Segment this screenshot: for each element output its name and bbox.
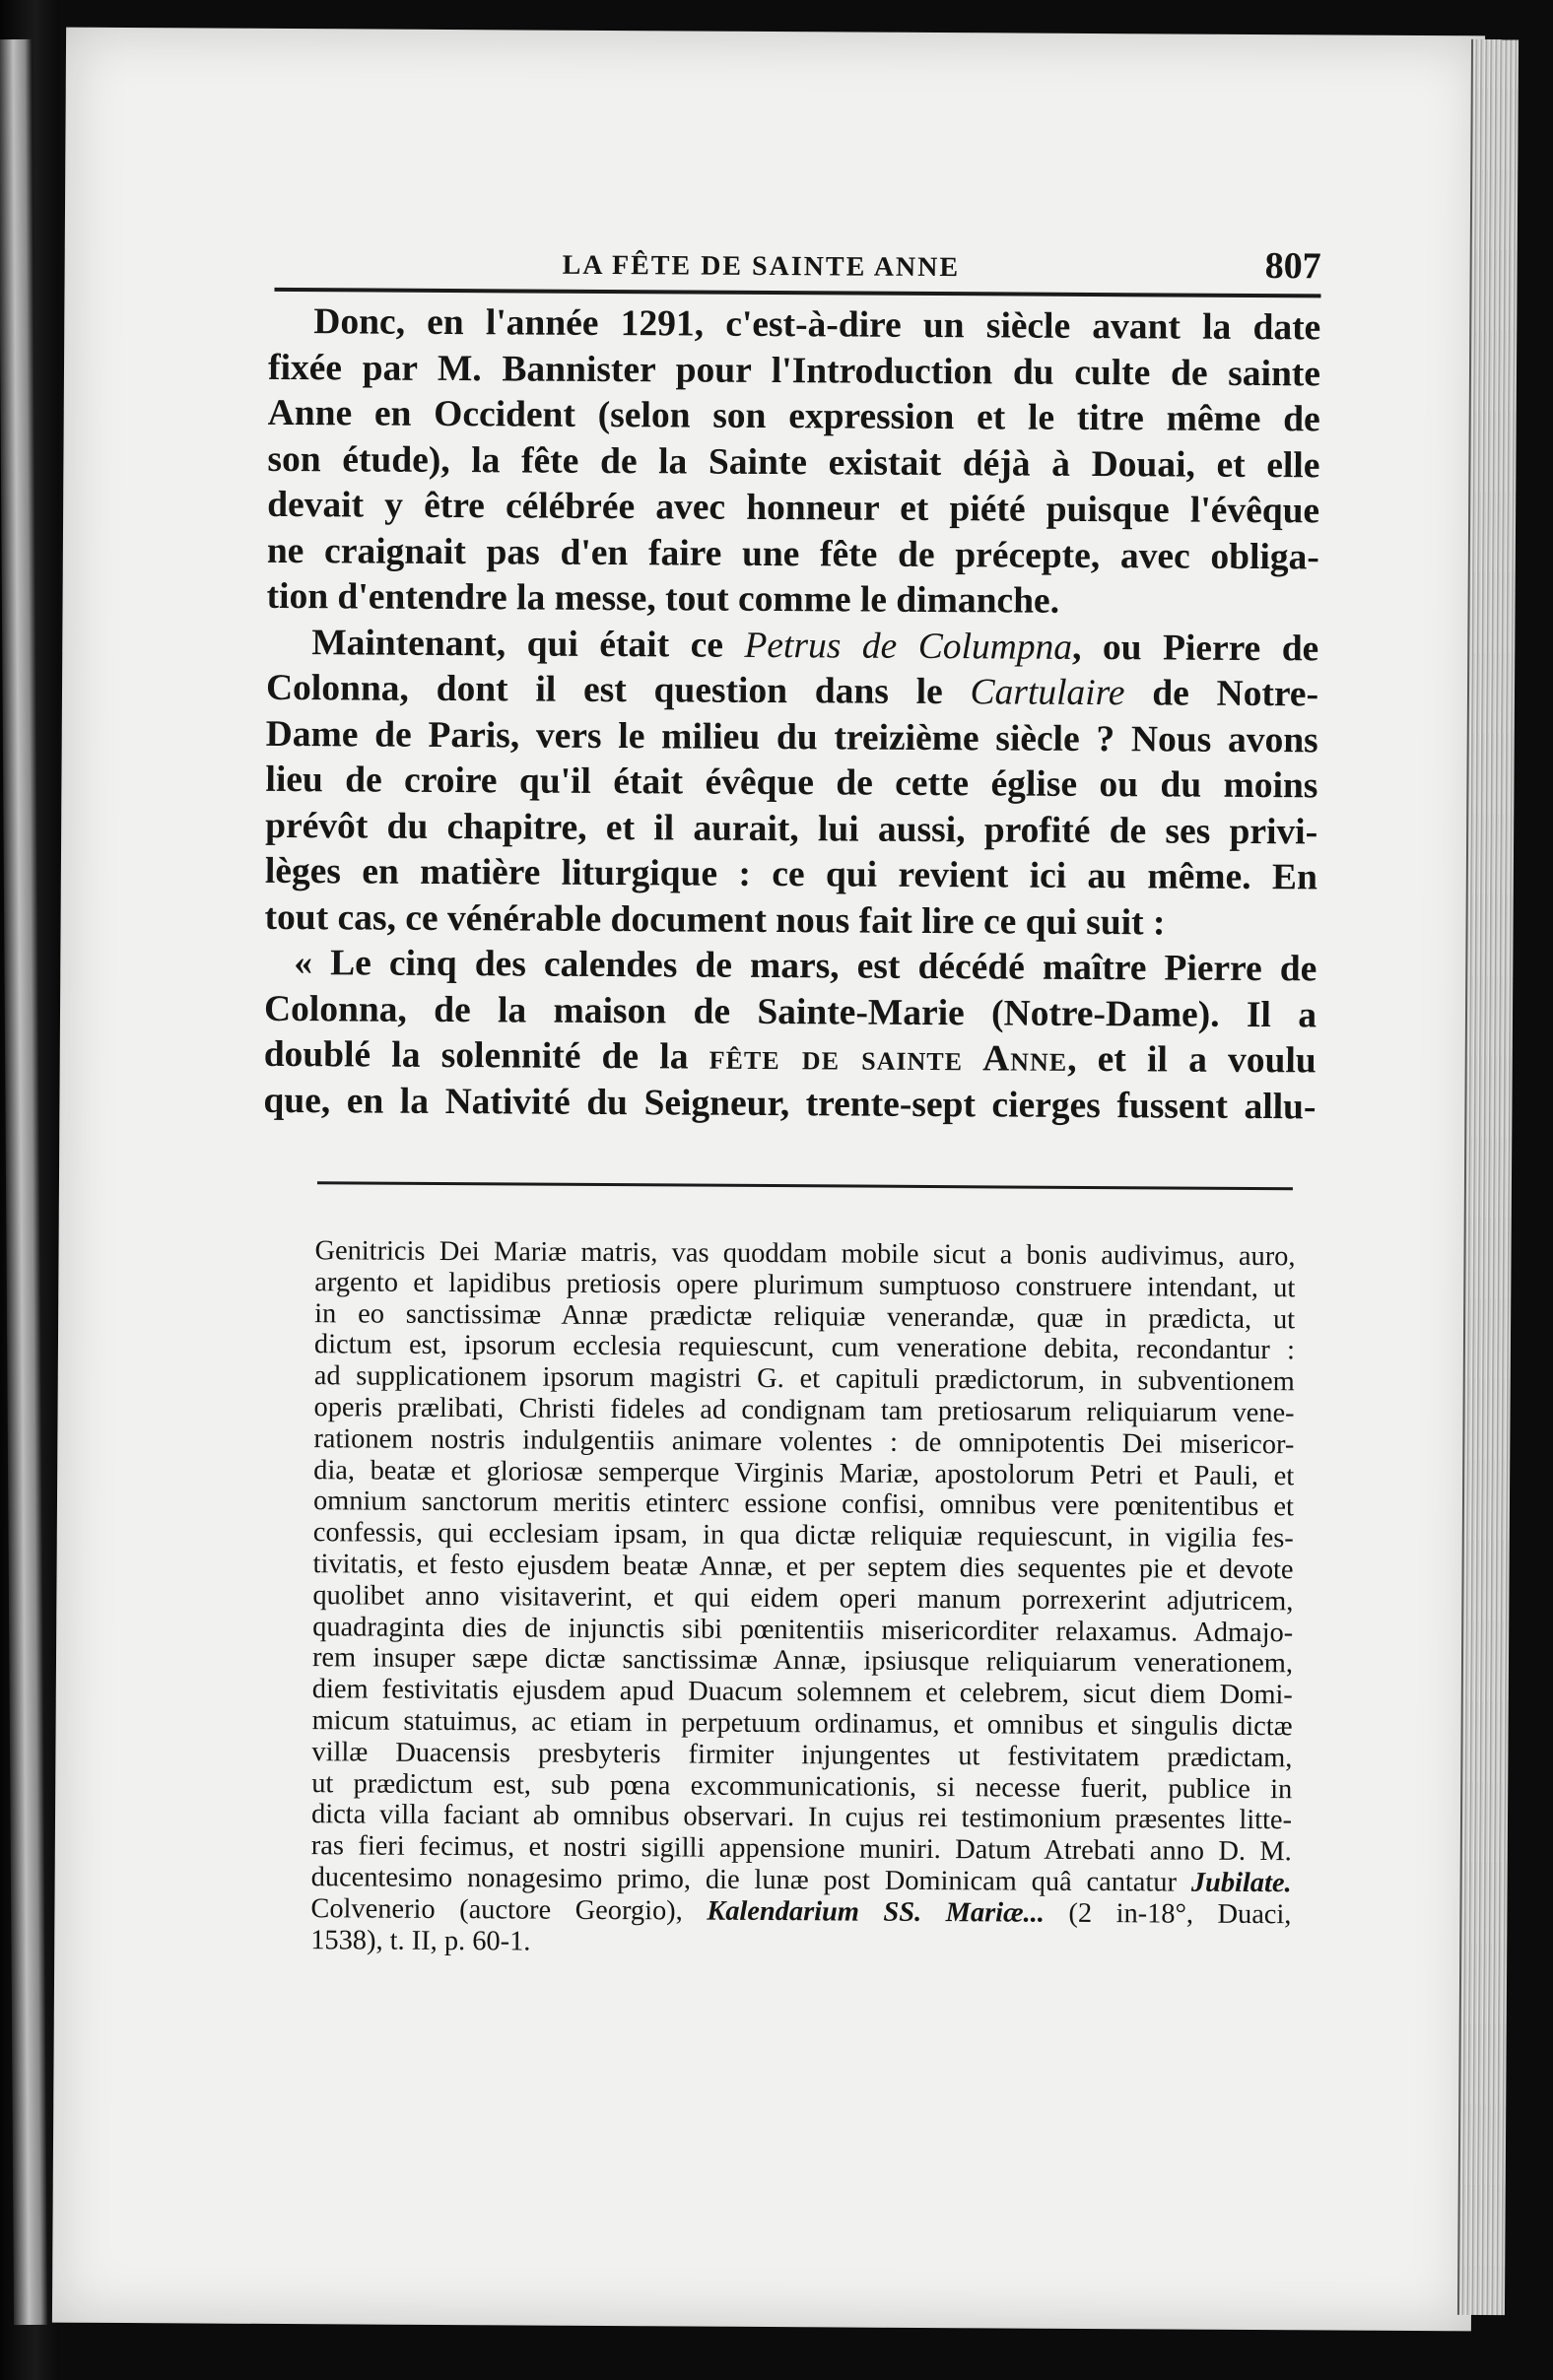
- text-line: ne craignait pas d'en faire une fête de précepte, avec obliga-: [266, 530, 1319, 577]
- text-line: Anne en Occident (selon son expression et le titre même de: [267, 392, 1320, 440]
- footnote-line: quadraginta dies de injunctis sibi pœnitentiis misericorditer relaxamus. Admajo-: [312, 1611, 1294, 1648]
- footnote-line: villæ Duacensis presbyteris firmiter injungentes ut festivitatem prædictam,: [311, 1736, 1293, 1774]
- text-line: [266, 666, 1318, 718]
- italic-title: Kalendarium SS. Mariæ...: [707, 1895, 1045, 1929]
- page-number: 807: [1264, 245, 1321, 288]
- footnote-line: Genitricis Dei Mariæ matris, vas quoddam mobile sicut a bonis audivimus, auro,: [314, 1235, 1296, 1273]
- italic-title: Jubilate.: [1190, 1867, 1292, 1899]
- footnote-line: ut prædictum est, sub pœna excommunicationis, si necesse fuerit, publice in: [311, 1767, 1293, 1805]
- text-line: devait y être célébrée avec honneur et piété puisque l'évêque: [267, 484, 1320, 532]
- text-line: son étude), la fête de la Sainte existait déjà à Douai, et elle: [267, 438, 1320, 486]
- footnote-line: operis prælibati, Christi fideles ad condignam tam pretiosarum reliquiarum vene-: [313, 1392, 1295, 1429]
- footnote-line: argento et lapidibus pretiosis opere plurimum sumptuoso construere intendant, ut: [314, 1266, 1296, 1304]
- paragraph-2: [264, 620, 1318, 947]
- text-run: ducentesimo nonagesimo primo, die lunæ post Dominicam quâ cantatur: [310, 1862, 1191, 1898]
- header-rule: [274, 288, 1320, 298]
- main-text: [263, 299, 1320, 1131]
- page-header: [277, 221, 1321, 286]
- book-page: [52, 28, 1485, 2332]
- text-line: que, en la Nativité du Seigneur, trente-sept cierges fussent allu-: [263, 1080, 1317, 1127]
- text-run: Colonna, dont il est question dans le: [265, 667, 971, 713]
- footnote-line: tivitatis, et festo ejusdem beatæ Annæ, et per septem dies sequentes pie et devote: [312, 1549, 1294, 1586]
- italic-title: Petrus de Columpna: [744, 625, 1073, 668]
- text-line: tout cas, ce vénérable document nous fait lire ce qui suit :: [264, 896, 1166, 943]
- paragraph-3: [263, 941, 1317, 1131]
- footnote-line: dia, beatæ et gloriosæ semperque Virginis Mariæ, apostolorum Petri et Pauli, et: [313, 1454, 1295, 1491]
- text-run: Colvenerio (auctore Georgio),: [310, 1892, 708, 1927]
- text-line: lèges en matière liturgique : ce qui revient ici au même. En: [264, 850, 1318, 898]
- footnote-line: dictum est, ipsorum ecclesia requiescunt, cum veneratione debita, recondantur :: [313, 1329, 1296, 1366]
- footnote-line: rem insuper sæpe dictæ sanctissimæ Annæ, ipsiusque reliquiarum venerationem,: [311, 1642, 1294, 1680]
- text-line: fixée par M. Bannister pour l'Introduction du culte de sainte: [267, 347, 1321, 394]
- footnote-line: ras fieri fecimus, et nostri sigilli appensione muniri. Datum Atrebati anno D. M.: [310, 1830, 1292, 1868]
- footnote-line: 1538), t. II, p. 60-1.: [310, 1924, 531, 1957]
- footnote-line: confessis, qui ecclesiam ipsam, in qua dictæ reliquiæ requiescunt, in vigilia fes-: [312, 1517, 1294, 1554]
- text-line: Donc, en l'année 1291, c'est-à-dire un siècle avant la date: [313, 301, 1321, 349]
- text-line: lieu de croire qu'il était évêque de cette église ou du moins: [265, 759, 1318, 807]
- footnote-line: omnium sanctorum meritis etinterc essione confisi, omnibus vere pœnitentibus et: [312, 1486, 1295, 1523]
- paragraph-1: [266, 299, 1320, 627]
- footnote: [310, 1235, 1295, 1961]
- footnote-line: rationem nostris indulgentiis animare volentes : de omnipotentis Dei misericor-: [313, 1422, 1295, 1461]
- text-run: doublé la solennité de la: [263, 1033, 709, 1078]
- text-line: Colonna, de la maison de Sainte-Marie (Notre-Dame). Il a: [263, 988, 1317, 1035]
- running-title: LA FÊTE DE SAINTE ANNE: [562, 249, 961, 284]
- footnote-line: diem festivitatis ejusdem apud Duacum solemnem et celebrem, sicut diem Domi-: [311, 1674, 1293, 1711]
- footnote-line: micum statuimus, ac etiam in perpetuum ordinamus, et omnibus et singulis dictæ: [311, 1705, 1293, 1743]
- text-line: Dame de Paris, vers le milieu du treizième siècle ? Nous avons: [265, 713, 1318, 760]
- text-run: de Notre-: [1124, 673, 1319, 715]
- footnote-line: ad supplicationem ipsorum magistri G. et capituli prædictorum, in subventionem: [313, 1360, 1295, 1398]
- text-line: [264, 1032, 1317, 1085]
- text-line: [266, 620, 1318, 672]
- footnote-rule: [317, 1181, 1293, 1190]
- text-run: (2 in-18°, Duaci,: [1044, 1897, 1292, 1930]
- footnote-line: dicta villa faciant ab omnibus observari. In cujus rei testimonium præsentes litte-: [310, 1799, 1293, 1836]
- text-line: « Le cinq des calendes de mars, est décédé maître Pierre de: [294, 943, 1317, 990]
- italic-title: Cartulaire: [970, 672, 1125, 714]
- footnote-line: in eo sanctissimæ Annæ prædictæ reliquiæ venerandæ, quæ in prædicta, ut: [314, 1297, 1296, 1335]
- text-line: prévôt du chapitre, et il aurait, lui aussi, profité de ses privi-: [265, 805, 1318, 852]
- text-run: Maintenant, qui était ce: [311, 622, 745, 666]
- text-run: , ou Pierre de: [1071, 627, 1319, 669]
- small-caps-title: fête de sainte Anne: [709, 1036, 1068, 1080]
- text-line: tion d'entendre la messe, tout comme le dimanche.: [266, 575, 1060, 622]
- text-run: , et il a voulu: [1067, 1038, 1317, 1082]
- footnote-line: quolibet anno visitaverint, et qui eidem operi manum porrexerint adjutricem,: [312, 1579, 1294, 1618]
